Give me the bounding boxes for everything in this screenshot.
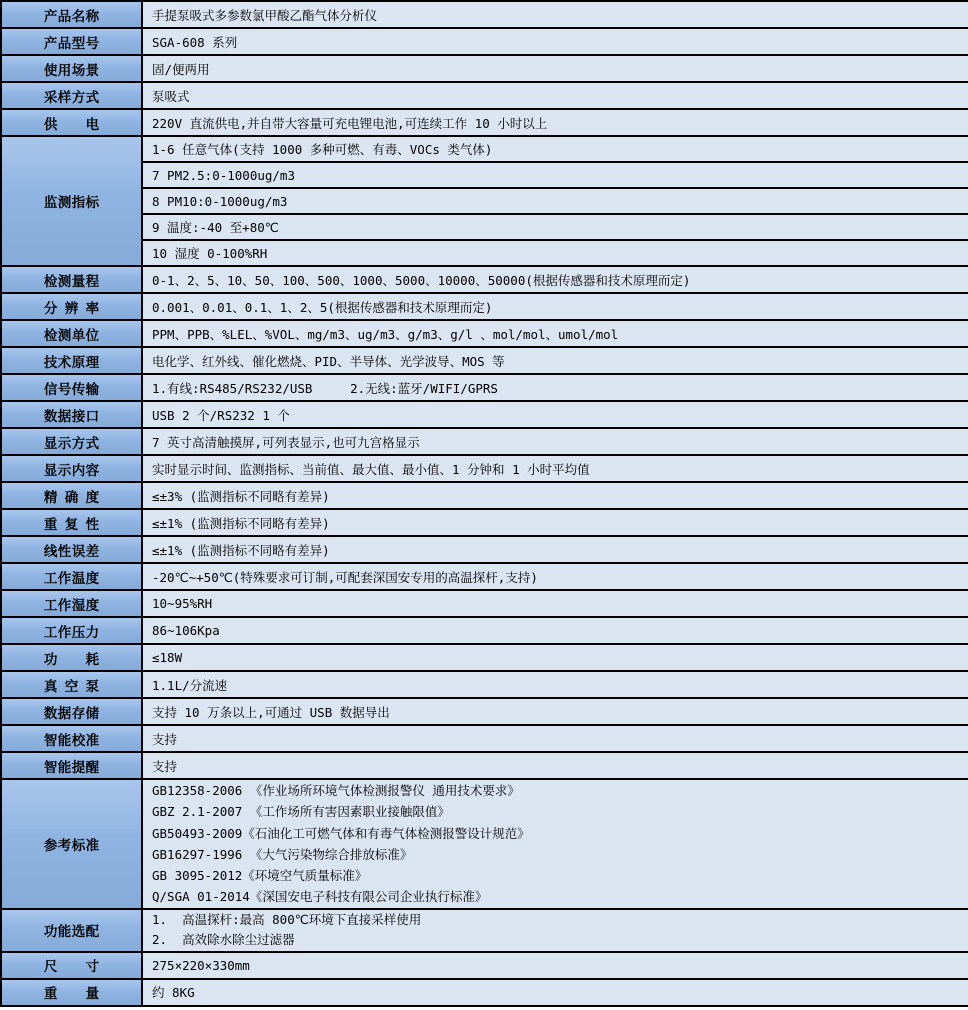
spec-value: [142, 347, 968, 374]
spec-label-text: 使用场景: [43, 62, 100, 79]
table-row: [1, 136, 968, 162]
spec-value: [142, 240, 968, 266]
spec-value: [142, 482, 968, 509]
table-row: [1, 347, 968, 374]
table-row: [1, 482, 968, 509]
spec-label-text: 产品型号: [43, 35, 100, 52]
spec-label-text: 供电: [43, 116, 100, 133]
spec-value-text: PPM、PPB、%LEL、%VOL、mg/m3、ug/m3、g/m3、g/l 、mol/mol、umol/mol: [152, 326, 619, 342]
spec-label: [1, 401, 142, 428]
spec-value: [142, 55, 968, 82]
spec-label-text: 产品名称: [43, 8, 100, 25]
spec-value: [142, 28, 968, 55]
spec-label: [1, 590, 142, 617]
table-row: [1, 401, 968, 428]
table-row: [1, 28, 968, 55]
table-row: [1, 188, 968, 214]
spec-label-text: 数据存储: [43, 705, 100, 722]
spec-value-text: 8 PM10:0-1000ug/m3: [152, 193, 288, 209]
spec-value-text: SGA-608 系列: [152, 34, 238, 50]
standard-line: GB12358-2006 《作业场所环境气体检测报警仪 通用技术要求》: [152, 783, 520, 798]
spec-value-text: 0.001、0.01、0.1、1、2、5(根据传感器和技术原理而定): [152, 299, 493, 315]
spec-value: [142, 909, 968, 952]
spec-value-text: 支持 10 万条以上,可通过 USB 数据导出: [152, 704, 390, 720]
spec-value-text: 9 温度:-40 至+80℃: [152, 220, 279, 235]
table-row: [1, 1, 968, 28]
table-row: [1, 644, 968, 671]
spec-label: [1, 320, 142, 347]
spec-label: [1, 563, 142, 590]
spec-label: [1, 725, 142, 752]
spec-label-text: 智能提醒: [43, 759, 100, 776]
table-row: [1, 214, 968, 240]
spec-value: [142, 109, 968, 136]
standard-line: GBZ 2.1-2007 《工作场所有害因素职业接触限值》: [152, 804, 450, 820]
spec-value-text: 1.有线:RS485/RS232/USB 2.无线:蓝牙/WIFI/GPRS: [152, 380, 498, 396]
spec-value: [142, 266, 968, 293]
spec-label-text: 显示方式: [43, 435, 100, 452]
spec-label-text: 工作温度: [43, 570, 100, 587]
spec-value: [142, 725, 968, 752]
spec-value: [142, 952, 968, 979]
spec-label: [1, 55, 142, 82]
spec-value: [142, 188, 968, 214]
spec-label: [1, 909, 142, 952]
spec-value-text: 10~95%RH: [152, 596, 213, 611]
spec-label-text: 数据接口: [43, 408, 100, 425]
spec-value-text: 支持: [152, 758, 178, 774]
spec-label: [1, 136, 142, 266]
spec-label: [1, 644, 142, 671]
spec-value-text: 1-6 任意气体(支持 1000 多种可燃、有毒、VOCs 类气体): [152, 142, 493, 157]
table-row: [1, 55, 968, 82]
spec-value-text: 7 PM2.5:0-1000ug/m3: [152, 167, 295, 183]
spec-value-text: USB 2 个/RS232 1 个: [152, 407, 290, 423]
spec-value-text: 实时显示时间、监测指标、当前值、最大值、最小值、1 分钟和 1 小时平均值: [152, 461, 590, 477]
spec-value-text: ≤18W: [152, 650, 183, 665]
table-row: [1, 428, 968, 455]
spec-label: [1, 671, 142, 698]
spec-value: [142, 293, 968, 320]
spec-label: [1, 617, 142, 644]
spec-value: [142, 536, 968, 563]
spec-label-text: 检测单位: [43, 327, 100, 344]
standard-line: Q/SGA 01-2014《深国安电子科技有限公司企业执行标准》: [152, 889, 488, 905]
spec-value: [142, 401, 968, 428]
spec-label: [1, 293, 142, 320]
spec-label-text: 工作湿度: [43, 597, 100, 614]
table-row: [1, 109, 968, 136]
spec-value: [142, 979, 968, 1006]
spec-label: [1, 347, 142, 374]
spec-label: [1, 509, 142, 536]
spec-label: [1, 109, 142, 136]
table-row: [1, 240, 968, 266]
table-row: [1, 698, 968, 725]
spec-value: [142, 752, 968, 779]
standard-line: GB50493-2009《石油化工可燃气体和有毒气体检测报警设计规范》: [152, 825, 530, 841]
spec-value: [142, 509, 968, 536]
table-row: [1, 979, 968, 1006]
spec-label: [1, 979, 142, 1006]
spec-label-text: 真空泵: [43, 678, 100, 695]
spec-label: [1, 428, 142, 455]
spec-label-text: 显示内容: [43, 462, 100, 479]
spec-label: [1, 482, 142, 509]
spec-value: [142, 455, 968, 482]
table-row: [1, 752, 968, 779]
spec-value: [142, 82, 968, 109]
spec-value: [142, 617, 968, 644]
table-row: [1, 779, 968, 909]
spec-label: [1, 374, 142, 401]
spec-value-text: 1.1L/分流速: [152, 677, 228, 693]
spec-value-text: 手提泵吸式多参数氯甲酸乙酯气体分析仪: [152, 7, 378, 23]
table-row: [1, 266, 968, 293]
spec-label-text: 技术原理: [43, 354, 100, 371]
table-row: [1, 293, 968, 320]
spec-value: [142, 320, 968, 347]
spec-value: [142, 590, 968, 617]
spec-value-text: 220V 直流供电,并自带大容量可充电锂电池,可连续工作 10 小时以上: [152, 115, 548, 131]
spec-value: [142, 779, 968, 909]
spec-label-text: 功耗: [43, 651, 100, 668]
table-row: [1, 725, 968, 752]
spec-value: [142, 1, 968, 28]
spec-value-text: 0-1、2、5、10、50、100、500、1000、5000、10000、50000(根据传感器和技术原理而定): [152, 272, 691, 288]
spec-value-text: 固/便两用: [152, 61, 210, 77]
spec-value-text: 约 8KG: [152, 985, 195, 1001]
table-row: [1, 320, 968, 347]
spec-label-text: 工作压力: [43, 624, 100, 641]
spec-value-text: 泵吸式: [152, 88, 190, 104]
table-row: [1, 509, 968, 536]
spec-label: [1, 698, 142, 725]
spec-value: [142, 644, 968, 671]
spec-value-text: 86~106Kpa: [152, 623, 220, 638]
spec-value-text: 7 英寸高清触摸屏,可列表显示,也可九宫格显示: [152, 434, 420, 450]
spec-label-text: 重复性: [43, 516, 100, 533]
spec-label: [1, 455, 142, 482]
option-line: 2. 高效除水除尘过滤器: [152, 932, 295, 948]
spec-value-text: 10 湿度 0-100%RH: [152, 246, 268, 261]
table-row: [1, 563, 968, 590]
spec-value: [142, 214, 968, 240]
spec-label: [1, 266, 142, 293]
spec-value: [142, 698, 968, 725]
spec-label-text: 分辨率: [43, 300, 100, 317]
spec-label-text: 检测量程: [43, 273, 100, 290]
spec-value-text: 电化学、红外线、催化燃烧、PID、半导体、光学波导、MOS 等: [152, 353, 505, 369]
spec-label-text: 功能选配: [43, 924, 100, 941]
spec-label-text: 重量: [43, 986, 100, 1003]
spec-value: [142, 136, 968, 162]
table-row: [1, 536, 968, 563]
spec-label-text: 采样方式: [43, 89, 100, 106]
table-row: [1, 162, 968, 188]
spec-value-text: ≤±1% (监测指标不同略有差异): [152, 515, 330, 531]
spec-value-text: 275×220×330mm: [152, 957, 250, 973]
standard-line: GB16297-1996 《大气污染物综合排放标准》: [152, 846, 413, 862]
table-row: [1, 952, 968, 979]
spec-value-text: ≤±3% (监测指标不同略有差异): [152, 488, 330, 504]
spec-value-text: -20℃~+50℃(特殊要求可订制,可配套深国安专用的高温探杆,支持): [152, 569, 538, 585]
table-row: [1, 617, 968, 644]
spec-label: [1, 28, 142, 55]
spec-value: [142, 563, 968, 590]
spec-value: [142, 428, 968, 455]
table-row: [1, 374, 968, 401]
table-row: [1, 82, 968, 109]
spec-value-text: 支持: [152, 731, 178, 747]
spec-label: [1, 752, 142, 779]
table-row: [1, 671, 968, 698]
spec-label: [1, 779, 142, 909]
option-line: 1. 高温探杆:最高 800℃环境下直接采样使用: [152, 911, 422, 927]
table-row: [1, 455, 968, 482]
spec-label: [1, 1, 142, 28]
spec-label-text: 线性误差: [43, 543, 100, 560]
spec-value: [142, 162, 968, 188]
spec-label: [1, 82, 142, 109]
spec-value-text: ≤±1% (监测指标不同略有差异): [152, 542, 330, 558]
spec-value: [142, 374, 968, 401]
spec-label-text: 尺寸: [43, 959, 100, 976]
spec-label: [1, 536, 142, 563]
spec-label: [1, 952, 142, 979]
standard-line: GB 3095-2012《环境空气质量标准》: [152, 868, 368, 884]
spec-value: [142, 671, 968, 698]
spec-label-text: 参考标准: [43, 837, 100, 854]
table-row: [1, 909, 968, 952]
table-row: [1, 590, 968, 617]
spec-label-text: 监测指标: [43, 195, 100, 211]
spec-label-text: 信号传输: [43, 381, 100, 398]
spec-label-text: 精确度: [43, 489, 100, 506]
spec-label-text: 智能校准: [43, 732, 100, 749]
